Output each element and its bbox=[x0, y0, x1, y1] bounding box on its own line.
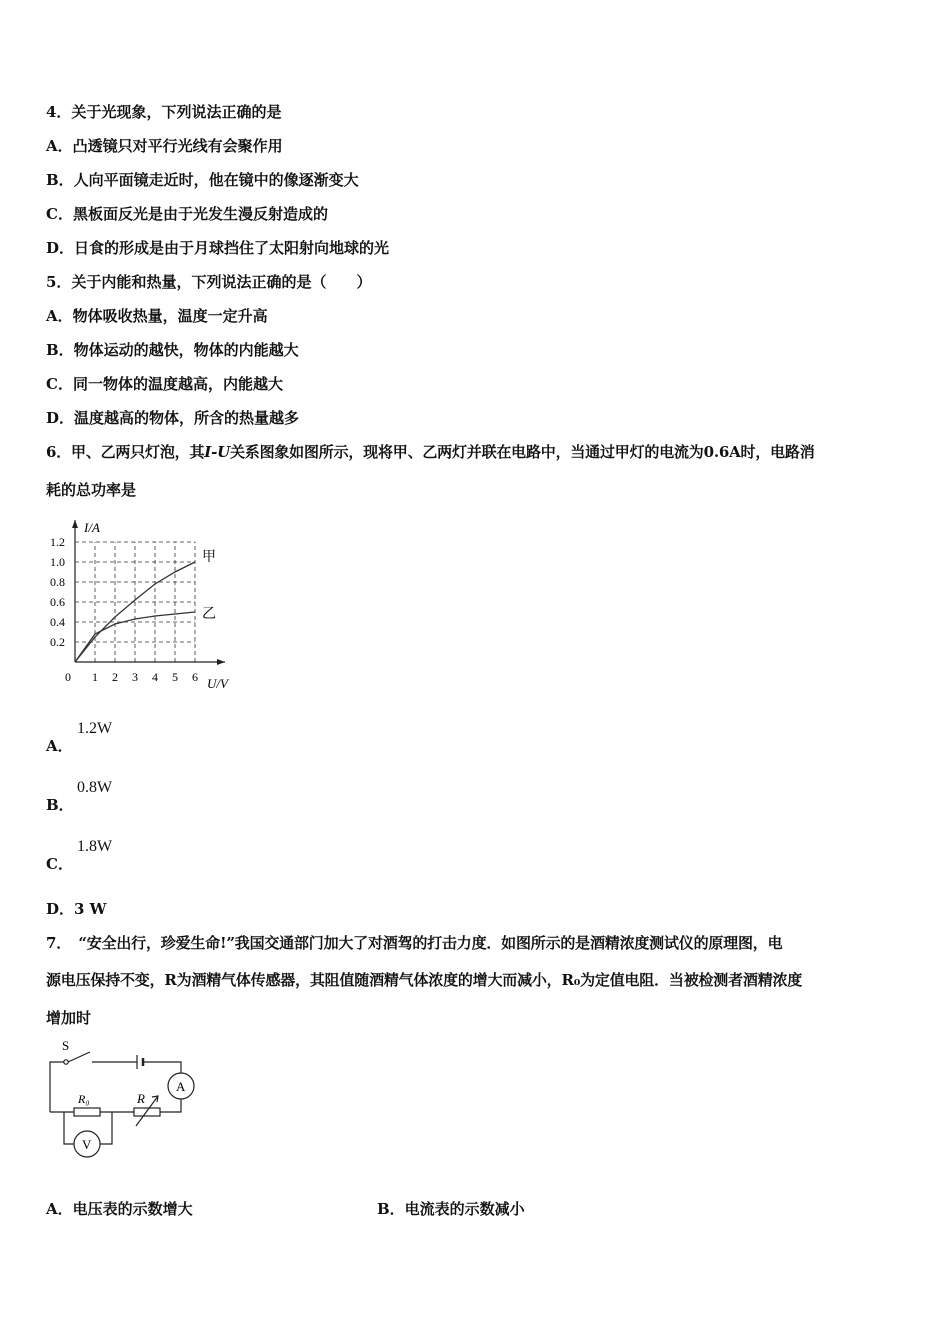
x-tick-label: 3 bbox=[132, 670, 138, 684]
q4-option-b: B．人向平面镜走近时，他在镜中的像逐渐变大 bbox=[46, 171, 359, 189]
q6-stem-iu: I-U bbox=[204, 443, 230, 461]
q6-option-c-value: 1.8W bbox=[77, 838, 113, 855]
x-tick-label: 2 bbox=[112, 670, 118, 684]
series-label-2: 乙 bbox=[202, 607, 216, 622]
switch-pivot bbox=[64, 1060, 68, 1064]
wire-v-right bbox=[100, 1112, 112, 1144]
x-axis-arrow bbox=[217, 659, 225, 665]
y-tick-label: 0.2 bbox=[50, 635, 65, 649]
q6-option-d-letter: D． bbox=[46, 900, 75, 918]
q4-stem: 4．关于光现象，下列说法正确的是 bbox=[46, 103, 282, 121]
r-label: R bbox=[137, 1091, 145, 1106]
q7-line1: 7． “安全出行，珍爱生命!”我国交通部门加大了对酒驾的打击力度．如图所示的是酒精浓度测试仪的原理图，电 bbox=[46, 934, 783, 952]
q7-line2: 源电压保持不变，R为酒精气体传感器，其阻值随酒精气体浓度的增大而减小，R₀为定值电阻．当被检测者酒精浓度 bbox=[46, 971, 803, 989]
y-axis-arrow bbox=[72, 520, 78, 528]
q7-option-a: A．电压表的示数增大 bbox=[46, 1200, 193, 1218]
q7-option-b: B．电流表的示数减小 bbox=[377, 1200, 525, 1218]
y-tick-label: 0.4 bbox=[50, 615, 65, 629]
wire-top-left bbox=[50, 1062, 64, 1074]
x-tick-label: 6 bbox=[192, 670, 198, 684]
wire-top-right bbox=[143, 1062, 181, 1073]
x-axis-label: U/V bbox=[207, 676, 228, 690]
q4-option-a: A．凸透镜只对平行光线有会聚作用 bbox=[46, 137, 283, 155]
q6-stem-a: 6．甲、乙两只灯泡，其 bbox=[46, 443, 205, 461]
x-tick-label: 1 bbox=[92, 670, 98, 684]
y-tick-label: 0.8 bbox=[50, 575, 65, 589]
q5-stem: 5．关于内能和热量，下列说法正确的是（ ） bbox=[46, 273, 372, 291]
chart-axes bbox=[72, 520, 230, 690]
x-tick-label: 5 bbox=[172, 670, 178, 684]
q6-option-a-letter: A． bbox=[46, 737, 73, 755]
circuit-diagram bbox=[40, 1036, 210, 1166]
iu-chart bbox=[40, 510, 250, 690]
q6-stem-b: 关系图象如图所示，现将甲、乙两灯并联在电路中，当通过甲灯的电流为0.6A时，电路消 bbox=[229, 443, 815, 461]
x-tick-label: 4 bbox=[152, 670, 158, 684]
q6-option-d bbox=[46, 899, 107, 919]
q5-option-d: D．温度越高的物体，所含的热量越多 bbox=[46, 409, 300, 427]
ammeter-label: A bbox=[176, 1079, 186, 1094]
q6-option-c-letter: C． bbox=[46, 855, 73, 873]
y-axis-label: I/A bbox=[84, 520, 100, 535]
r0-label: R₀ bbox=[78, 1092, 90, 1106]
q5-option-b: B．物体运动的越快，物体的内能越大 bbox=[46, 341, 299, 359]
q4-option-d: D．日食的形成是由于月球挡住了太阳射向地球的光 bbox=[46, 239, 390, 257]
q6-stem bbox=[46, 442, 815, 462]
voltmeter-label: V bbox=[82, 1137, 92, 1152]
q4-option-c: C．黑板面反光是由于光发生漫反射造成的 bbox=[46, 205, 328, 223]
x-tick-label: 0 bbox=[65, 670, 71, 684]
q5-option-c: C．同一物体的温度越高，内能越大 bbox=[46, 375, 283, 393]
q6-option-b-value: 0.8W bbox=[77, 779, 113, 796]
chart-grid bbox=[75, 542, 195, 662]
y-tick-label: 1.0 bbox=[50, 555, 65, 569]
q5-option-a: A．物体吸收热量，温度一定升高 bbox=[46, 307, 268, 325]
q6-option-d-value: 3 W bbox=[74, 900, 107, 918]
q6-stem-line2: 耗的总功率是 bbox=[46, 481, 137, 499]
q6-option-b-letter: B． bbox=[46, 796, 74, 814]
series-label-1: 甲 bbox=[202, 550, 216, 565]
switch-label: S bbox=[62, 1038, 70, 1053]
y-tick-label: 1.2 bbox=[50, 535, 65, 549]
q7-line3: 增加时 bbox=[46, 1009, 92, 1027]
r0-resistor bbox=[74, 1108, 100, 1116]
y-tick-label: 0.6 bbox=[50, 595, 65, 609]
q6-option-a-value: 1.2W bbox=[77, 720, 113, 737]
wire-v-left bbox=[64, 1112, 74, 1144]
switch-blade bbox=[68, 1052, 90, 1062]
